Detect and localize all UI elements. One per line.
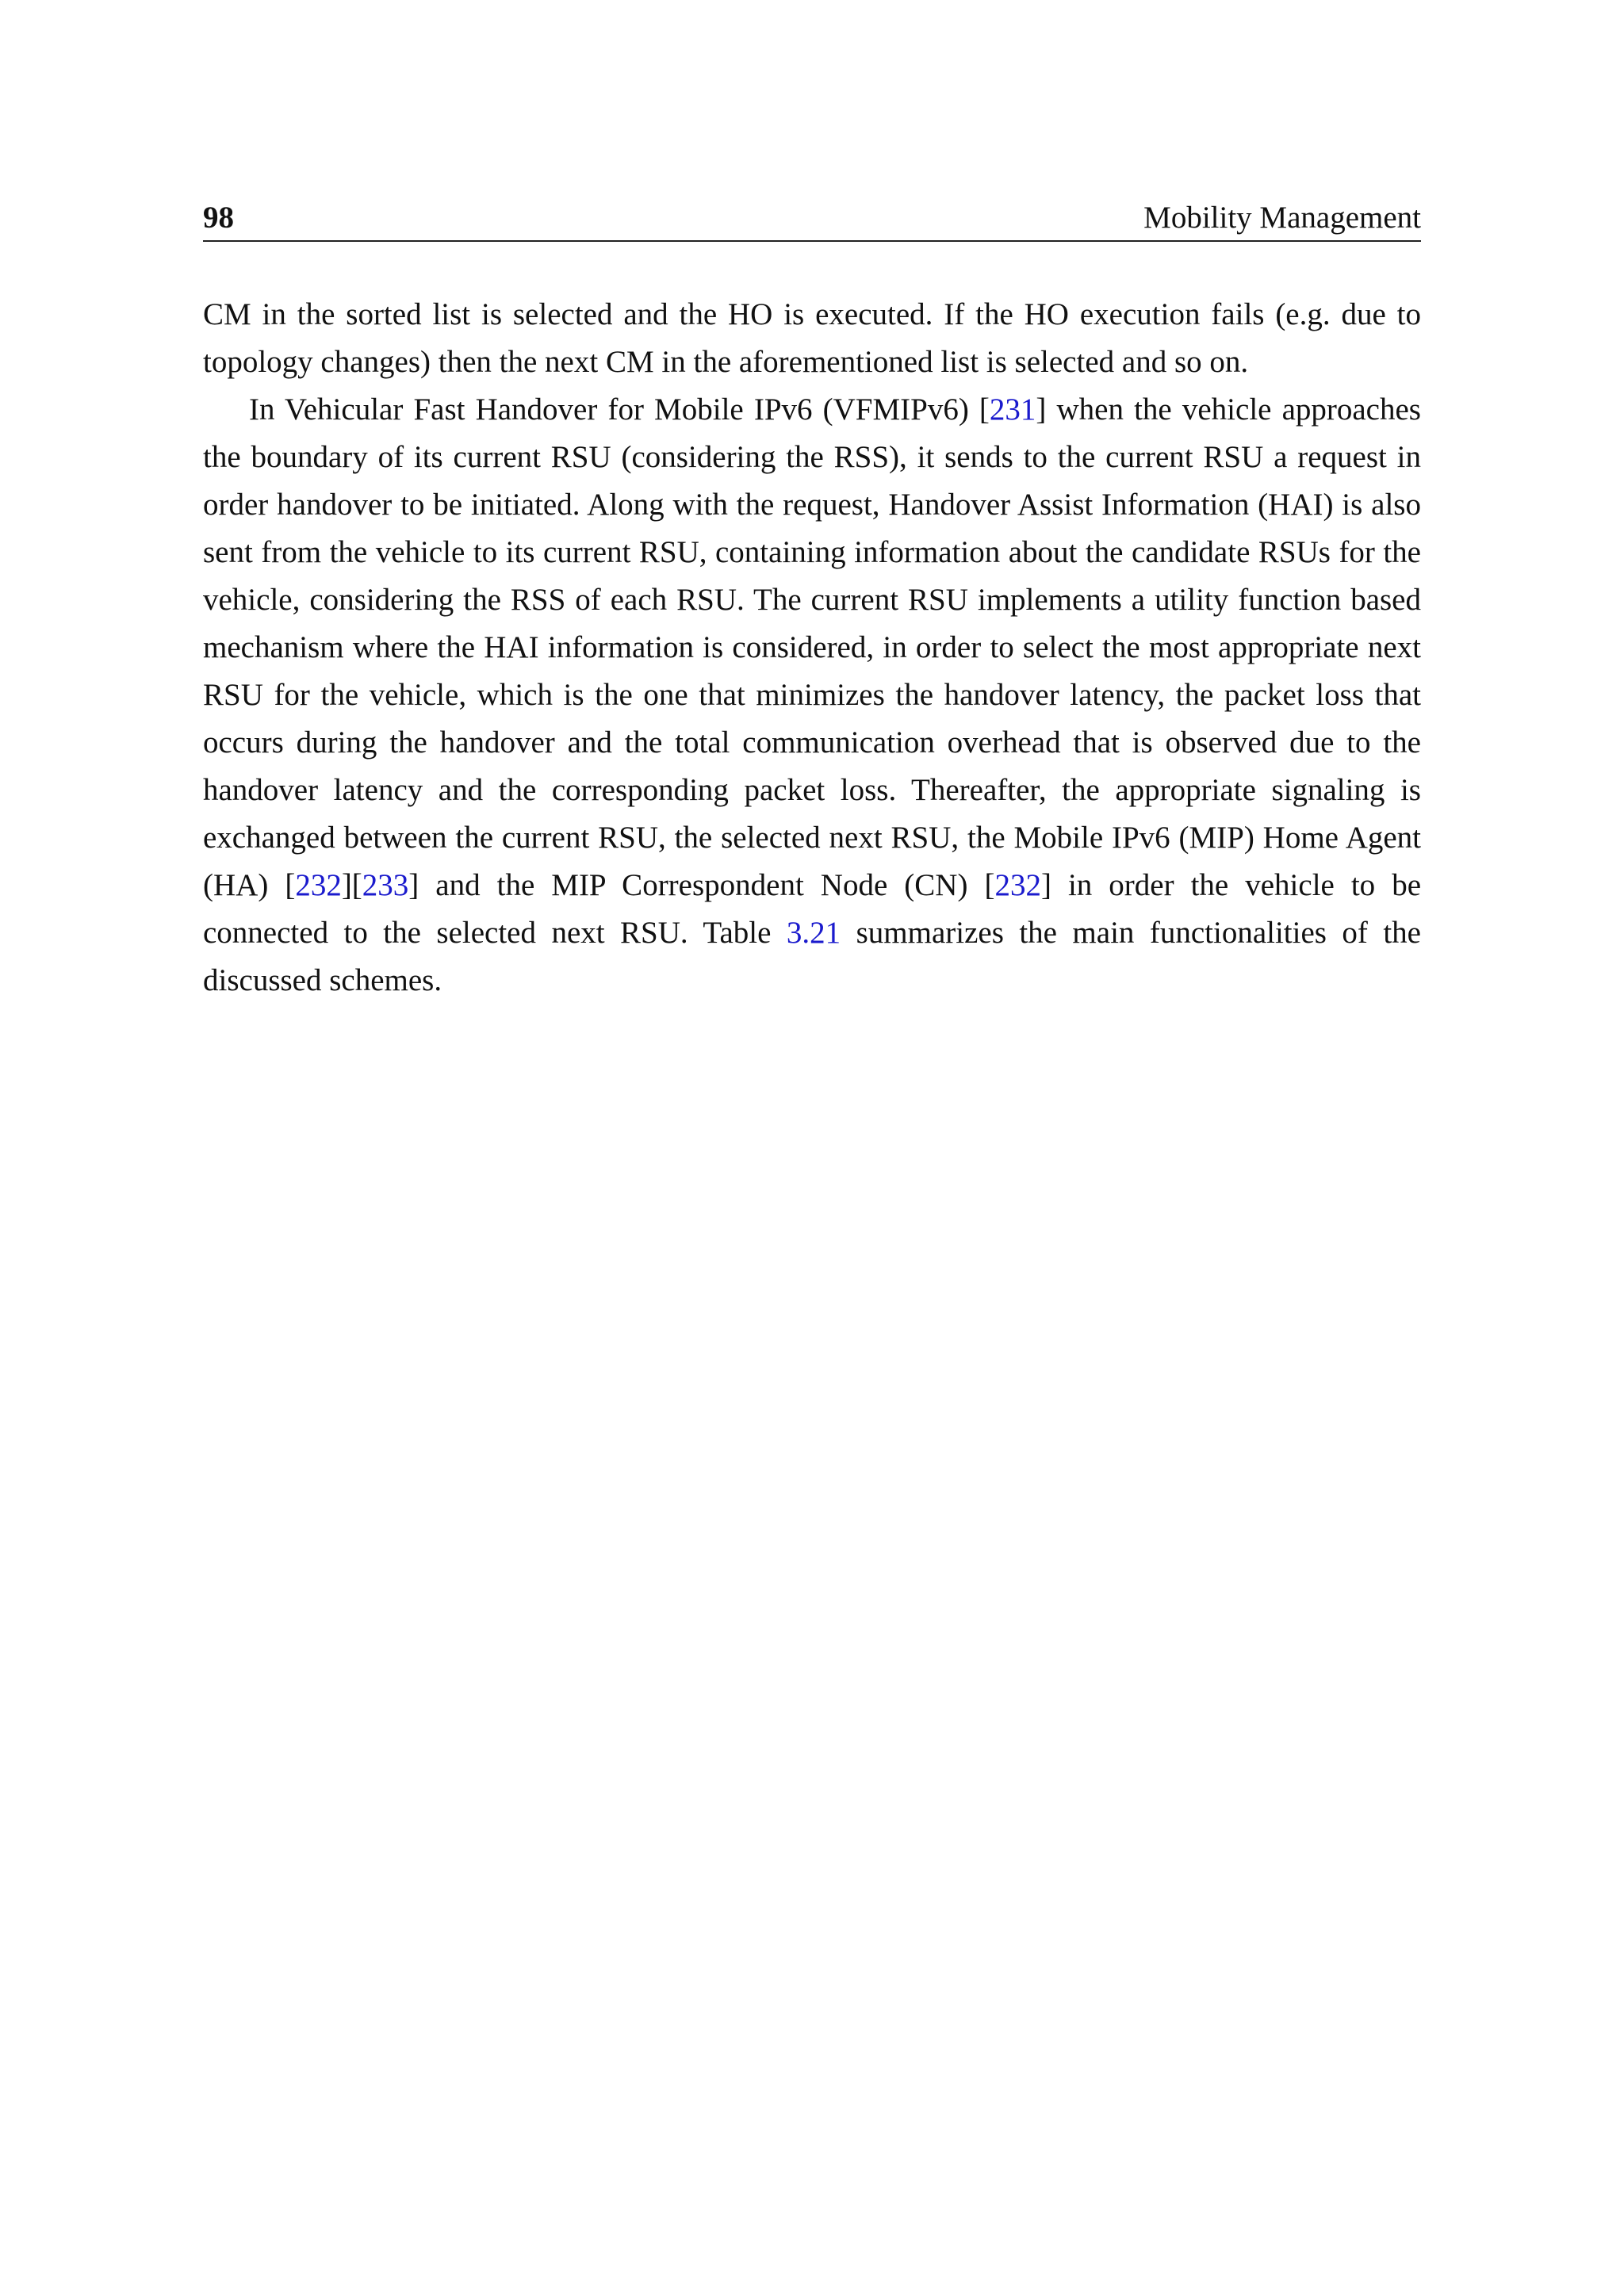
- citation-link-232-second[interactable]: 232: [994, 868, 1041, 902]
- citation-link-232[interactable]: 232: [295, 868, 342, 902]
- paragraph-2: [203, 386, 1421, 1004]
- header-rule: [203, 240, 1421, 242]
- table-reference-link[interactable]: 3.21: [786, 916, 841, 950]
- paragraph-2-text-1: In Vehicular Fast Handover for Mobile IPv6 (VFMIPv6) [: [249, 392, 990, 427]
- citation-link-231[interactable]: 231: [989, 392, 1036, 427]
- paragraph-2-text-3: ][: [341, 868, 362, 902]
- page-number: 98: [203, 201, 234, 235]
- paragraph-1: CM in the sorted list is selected and the HO is executed. If the HO execution fails (e.g. due to topology changes) then the next CM in the aforementioned list is selected and so on.: [203, 297, 1421, 379]
- citation-link-233[interactable]: 233: [362, 868, 409, 902]
- paragraph-2-text-6: summarizes the main functionalities of the discussed schemes.: [203, 916, 1421, 997]
- body-text: [203, 291, 1421, 1004]
- paragraph-2-text-5: ] in order the vehicle to be connected to the selected next RSU. Table: [203, 868, 1422, 950]
- paragraph-2-text-4: ] and the MIP Correspondent Node (CN) [: [408, 868, 995, 902]
- running-header: [203, 197, 1421, 239]
- paragraph-2-text-2: ] when the vehicle approaches the boundary of its current RSU (considering the RSS), it sends to the current RSU a request in order handover to be initiated. Along with the request, Handover Assist Information (HAI) is also sent from the vehicle to its current RSU, containing information about the candidate RSUs for the vehicle, considering the RSS of each RSU. The current RSU implements a utility function based mechanism where the HAI information is considered, in order to select the most appropriate next RSU for the vehicle, which is the one that minimizes the handover latency, the packet loss that occurs during the handover and the total communication overhead that is observed due to the handover latency and the corresponding packet loss. Thereafter, the appropriate signaling is exchanged between the current RSU, the selected next RSU, the Mobile IPv6 (MIP) Home Agent (HA) [: [203, 392, 1421, 902]
- chapter-title: Mobility Management: [1143, 201, 1421, 235]
